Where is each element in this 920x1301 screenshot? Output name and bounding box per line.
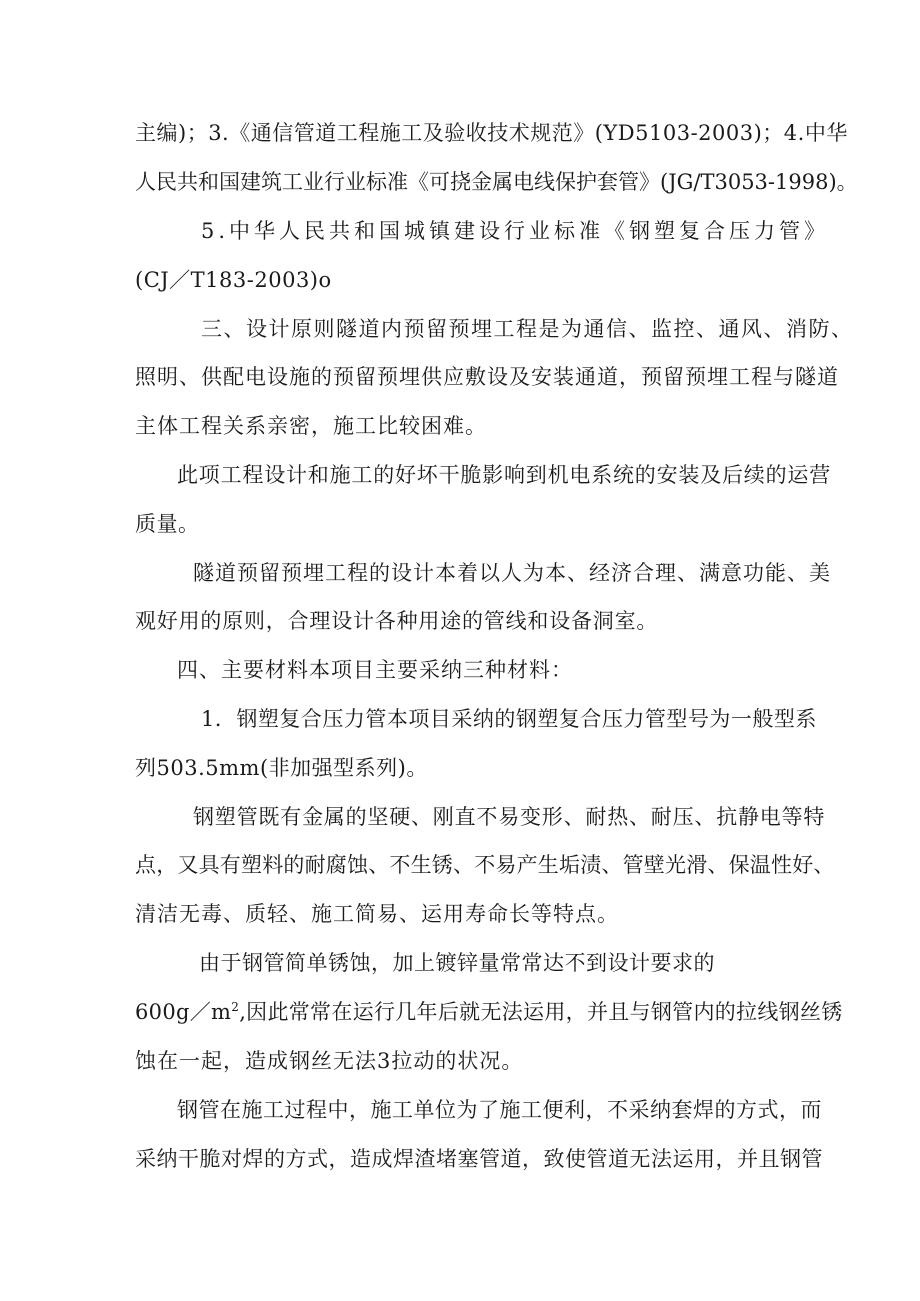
text-line-11: 观好用的原则，合理设计各种用途的管线和设备洞室。 — [135, 609, 659, 633]
text-line-3: 5.中华人民共和国城镇建设行业标准《钢塑复合压力管》 — [201, 219, 830, 243]
text-line-6: 照明、供配电设施的预留预埋供应敷设及安装通道，预留预埋工程与隧道 — [135, 365, 839, 389]
text-line-2: 人民共和国建筑工业行业标准《可挠金属电线保护套管》(JG/T3053-1998)。 — [135, 170, 858, 194]
text-line-17: 清洁无毒、质轻、施工简易、运用寿命长等特点。 — [135, 902, 619, 926]
text-line-10: 隧道预留预埋工程的设计本着以人为本、经济合理、满意功能、美 — [193, 561, 831, 585]
text-line-18: 由于钢管简单锈蚀，加上镀锌量常常达不到设计要求的 — [199, 951, 715, 975]
text-line-7: 主体工程关系亲密，施工比较困难。 — [135, 414, 487, 438]
text-line-4: (CJ／T183-2003)o — [135, 268, 332, 292]
text-line-5: 三、设计原则隧道内预留预埋工程是为通信、监控、通风、消防、 — [201, 317, 854, 341]
text-line-15: 钢塑管既有金属的坚硬、刚直不易变形、耐热、耐压、抗静电等特 — [193, 805, 826, 829]
text-line-22: 采纳干脆对焊的方式，造成焊渣堵塞管道，致使管道无法运用，并且钢管 — [135, 1147, 823, 1171]
text-line-21: 钢管在施工过程中，施工单位为了施工便利，不采纳套焊的方式，而 — [177, 1098, 822, 1122]
superscript-2: 2 — [231, 1000, 240, 1014]
text-line-20: 蚀在一起，造成钢丝无法3拉动的状况。 — [135, 1049, 524, 1073]
text-line-8: 此项工程设计和施工的好坏干脆影响到机电系统的安装及后续的运营 — [177, 463, 831, 487]
text-line-14: 列503.5mm(非加强型系列)。 — [135, 756, 428, 780]
text-line-19-rest: ,因此常常在运行几年后就无法运用，并且与钢管内的拉线钢丝锈 — [239, 1000, 843, 1024]
text-line-9: 质量。 — [135, 512, 200, 536]
text-line-13: 1．钢塑复合压力管本项目采纳的钢塑复合压力管型号为一般型系 — [201, 707, 817, 731]
text-line-12: 四、主要材料本项目主要采纳三种材料： — [177, 658, 573, 682]
text-line-1: 主编)；3.《通信管道工程施工及验收技术规范》(YD5103-2003)；4.中华 — [135, 121, 848, 145]
text-line-19 — [135, 997, 843, 1027]
unit-text: 600g／m — [135, 1000, 232, 1024]
text-line-16: 点，又具有塑料的耐腐蚀、不生锈、不易产生垢渍、管壁光滑、保温性好、 — [135, 853, 835, 877]
